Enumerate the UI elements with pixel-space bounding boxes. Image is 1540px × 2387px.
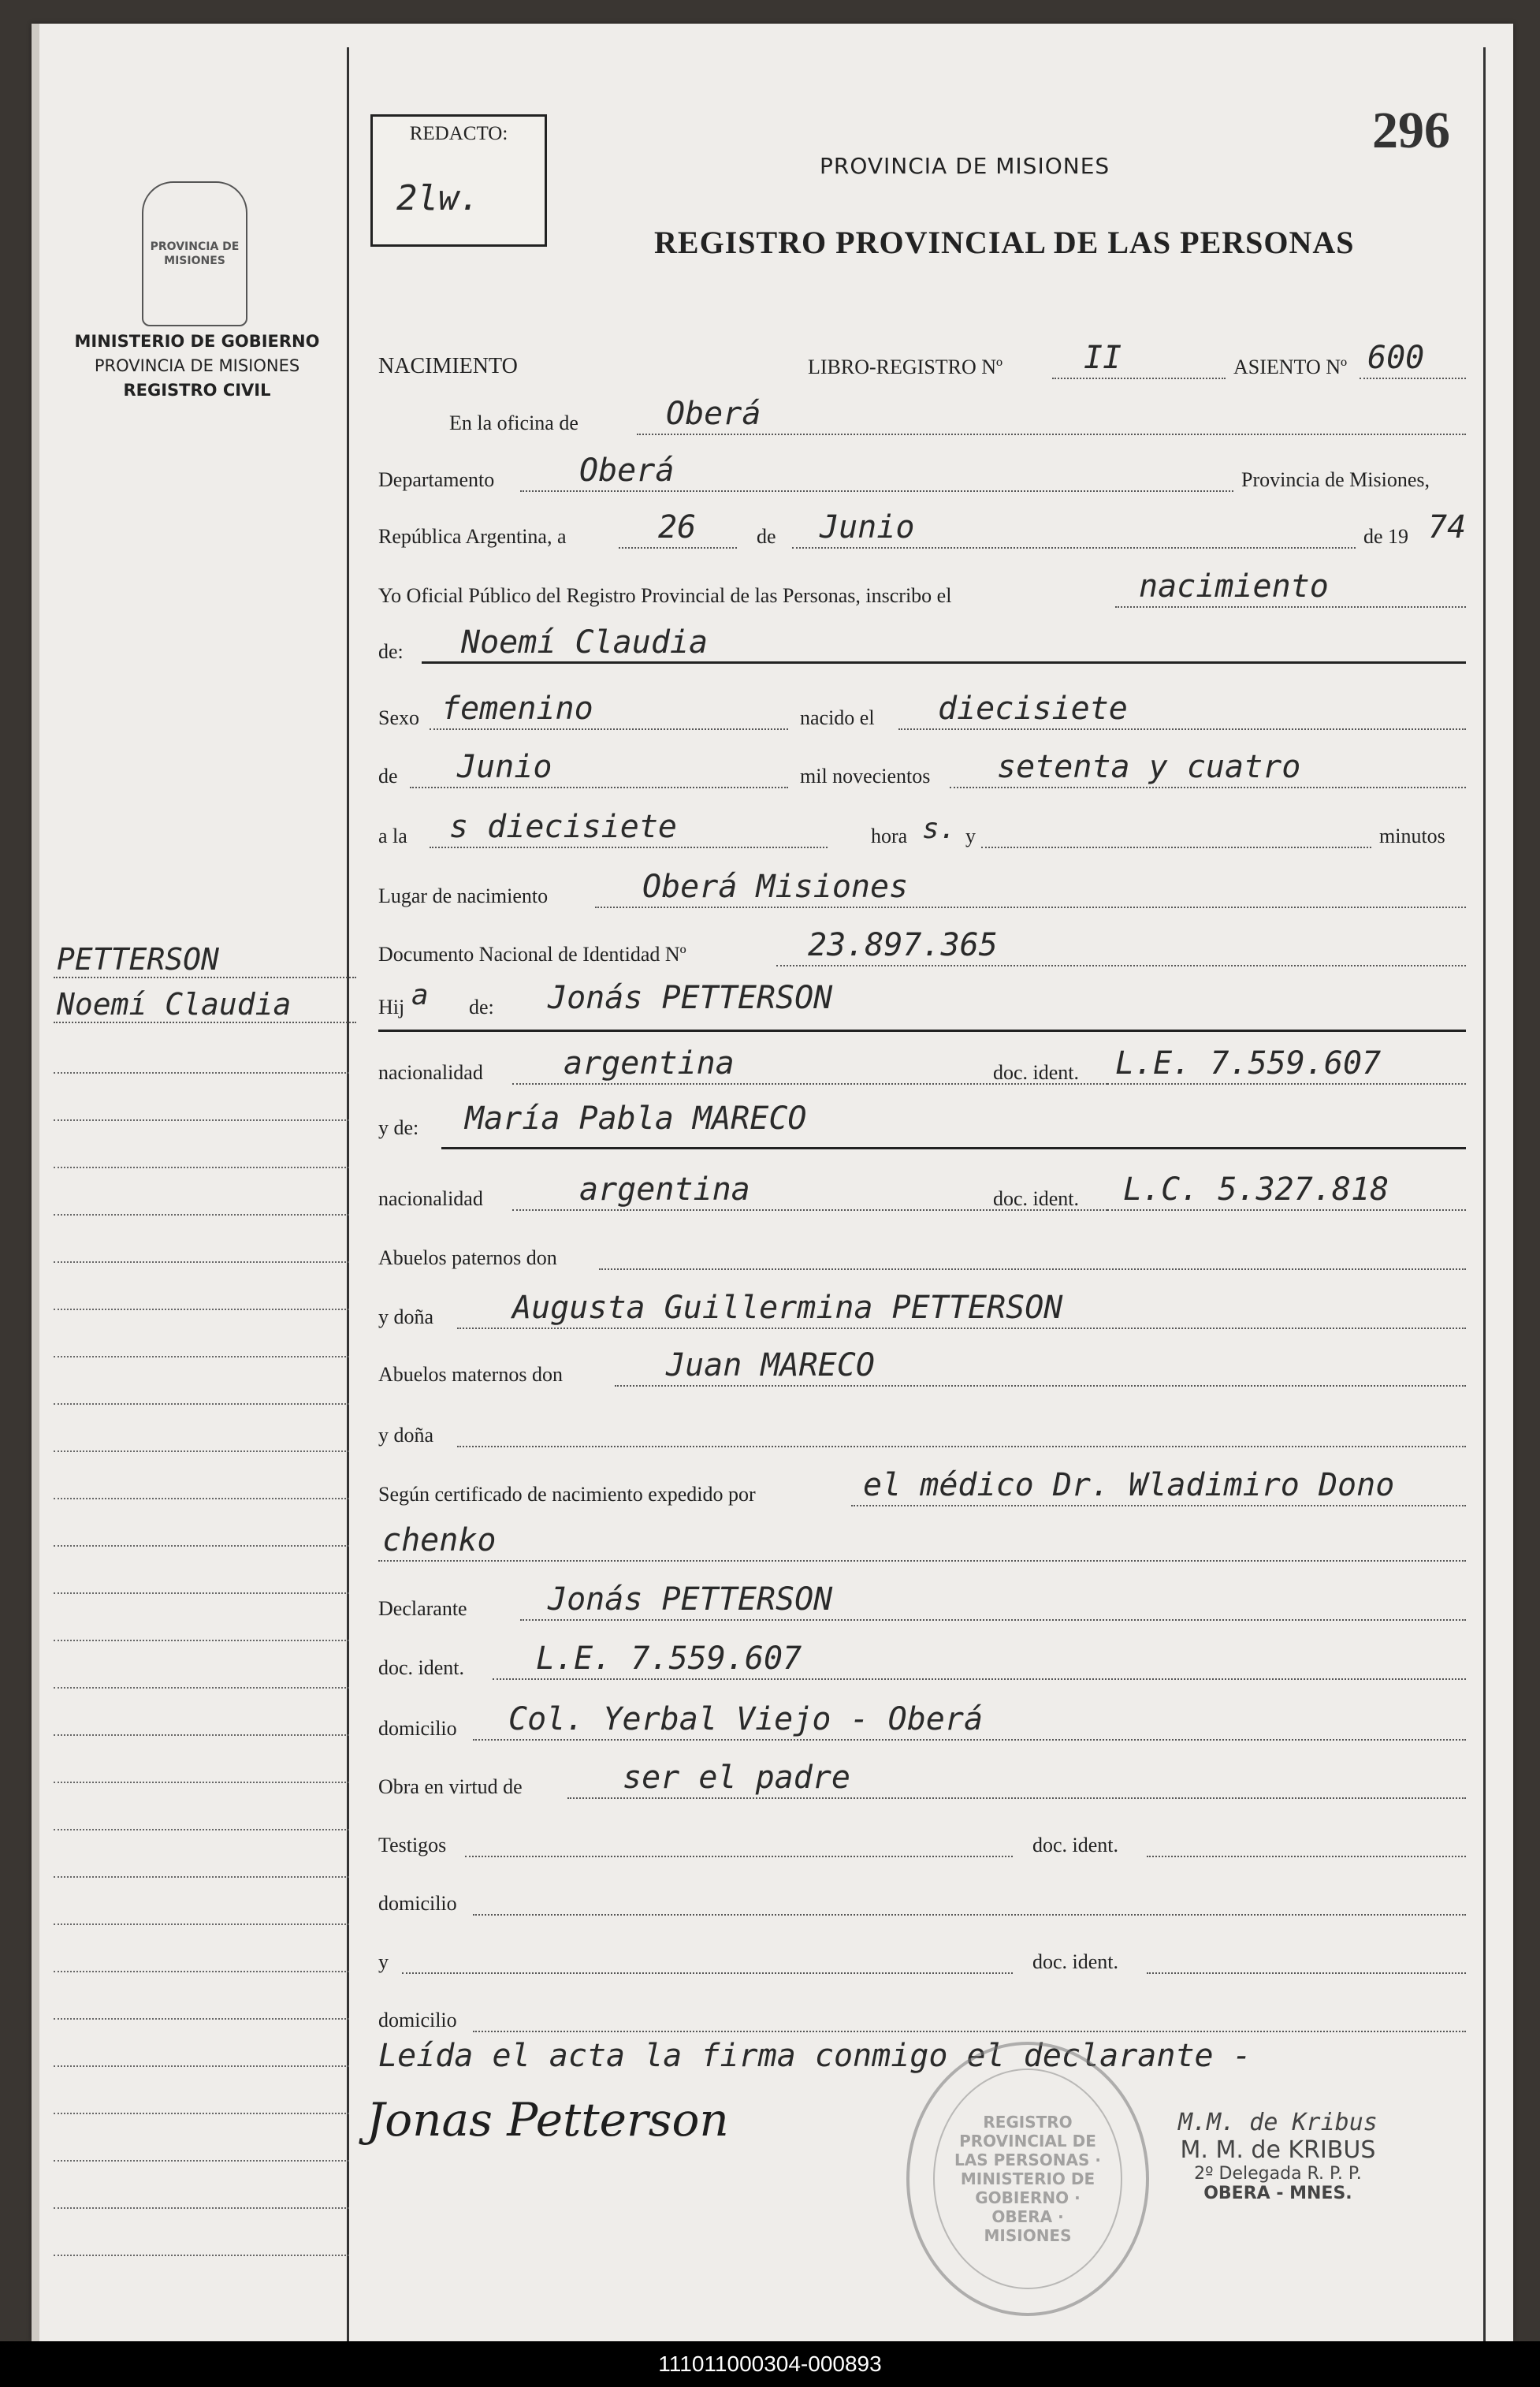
row-madre xyxy=(378,1096,1466,1143)
ab-mat-label: Abuelos maternos don xyxy=(378,1363,563,1386)
asiento-field xyxy=(1360,378,1466,379)
row-dni xyxy=(378,922,1466,970)
nombre-value: Noemí Claudia xyxy=(461,624,709,661)
hora-field xyxy=(430,847,828,848)
redacto-label: REDACTO: xyxy=(409,123,508,144)
domicilio-label: domicilio xyxy=(378,1717,457,1740)
closing-text: Leída el acta la firma conmigo el declarante - xyxy=(378,2038,1252,2074)
row-obra xyxy=(378,1755,1466,1802)
ala-label: a la xyxy=(378,825,407,847)
officer-block xyxy=(1178,2109,1378,2203)
ministry-line3: REGISTRO CIVIL xyxy=(123,381,271,400)
footer-id: 111011000304-000893 xyxy=(0,2341,1540,2387)
row-padre xyxy=(378,975,1466,1022)
oficial-field xyxy=(1115,606,1466,608)
margin-line xyxy=(54,1119,349,1121)
margin-line xyxy=(54,1498,349,1499)
row-declarante xyxy=(378,1577,1466,1624)
nacido-dia-field xyxy=(898,728,1466,730)
libro-field xyxy=(1052,378,1226,379)
mil-label: mil novecientos xyxy=(800,765,931,788)
row-declarante-doc xyxy=(378,1636,1466,1683)
obra-label: Obra en virtud de xyxy=(378,1775,523,1798)
ab-mat-dona-field xyxy=(457,1446,1466,1447)
officer-signature: M.M. de Kribus xyxy=(1178,2109,1378,2136)
row-testigo2 xyxy=(378,1930,1466,1977)
domicilio2-field xyxy=(473,1914,1466,1916)
oficial-value: nacimiento xyxy=(1139,568,1329,605)
minutos-label: minutos xyxy=(1379,825,1445,847)
ab-mat-don-value: Juan MARECO xyxy=(666,1347,875,1383)
row-testigos xyxy=(378,1813,1466,1860)
seal-text: PROVINCIA DE MISIONES xyxy=(150,240,240,267)
testigo1-field xyxy=(465,1856,1013,1857)
margin-line xyxy=(54,1971,349,1972)
cert-field xyxy=(851,1505,1466,1506)
padre-rule xyxy=(378,1030,1466,1032)
lugar-value: Oberá Misiones xyxy=(642,869,909,905)
margin-line xyxy=(54,1450,349,1452)
margin-line xyxy=(54,1640,349,1641)
margin-line xyxy=(54,1782,349,1783)
domicilio3-label: domicilio xyxy=(378,2009,457,2031)
mes-value: Junio xyxy=(820,509,915,546)
padre-value: Jonás PETTERSON xyxy=(548,980,833,1016)
margin-given-names: Noemí Claudia xyxy=(54,987,356,1023)
ab-pat-dona-field xyxy=(457,1328,1466,1329)
hora-value: s diecisiete xyxy=(449,809,677,845)
margin-line xyxy=(54,1687,349,1689)
oficina-label: En la oficina de xyxy=(449,411,578,434)
margin-surname: PETTERSON xyxy=(54,942,356,978)
cert-field-cont xyxy=(378,1560,1466,1562)
margin-line xyxy=(54,1261,349,1263)
row-lugar xyxy=(378,864,1466,911)
margin-line xyxy=(54,1403,349,1405)
mes-field xyxy=(792,547,1356,549)
nombre-field xyxy=(422,661,1466,664)
sexo-field xyxy=(430,728,788,730)
departamento-label: Departamento xyxy=(378,468,495,491)
doc4-label: doc. ident. xyxy=(1032,1834,1119,1856)
page-number: 296 xyxy=(1372,102,1450,159)
row-certificado xyxy=(378,1462,1466,1510)
provincial-seal-icon xyxy=(142,181,247,326)
hijo-de-label: de: xyxy=(469,996,494,1018)
minutos-field xyxy=(981,847,1371,848)
registry-heading: REGISTRO PROVINCIAL DE LAS PERSONAS xyxy=(654,225,1355,260)
lugar-label: Lugar de nacimiento xyxy=(378,884,549,907)
declarante-label: Declarante xyxy=(378,1597,467,1620)
doc5-label: doc. ident. xyxy=(1032,1950,1119,1973)
departamento-field xyxy=(520,490,1233,492)
certificate-page xyxy=(32,24,1513,2341)
row-certificado-cont xyxy=(378,1517,1466,1565)
hora-label: hora xyxy=(871,825,908,847)
madre-nac-value: argentina xyxy=(579,1171,750,1208)
hora-extra: s. xyxy=(922,813,957,845)
provincia-label: Provincia de Misiones, xyxy=(1241,468,1430,491)
right-border xyxy=(1483,47,1486,2341)
margin-line xyxy=(54,1309,349,1310)
nacido-dia-value: diecisiete xyxy=(938,691,1128,727)
margin-line xyxy=(54,1356,349,1357)
row-domicilio3 xyxy=(378,1988,1466,2035)
row-abuelos-paternos xyxy=(378,1226,1466,1273)
ab-pat-label: Abuelos paternos don xyxy=(378,1246,557,1269)
domicilio3-field xyxy=(473,2031,1466,2032)
testigos-label: Testigos xyxy=(378,1834,447,1856)
margin-line xyxy=(54,2113,349,2114)
anio-label: de 19 xyxy=(1363,525,1409,548)
margin-line xyxy=(54,1545,349,1547)
margin-line xyxy=(54,1876,349,1878)
madre-rule xyxy=(441,1147,1466,1149)
domicilio-value: Col. Yerbal Viejo - Oberá xyxy=(508,1701,984,1737)
sexo-label: Sexo xyxy=(378,706,419,729)
row-padre-nacionalidad xyxy=(378,1041,1466,1088)
libro-value: II xyxy=(1084,340,1122,376)
madre-value: María Pabla MARECO xyxy=(465,1100,807,1137)
padre-nac-value: argentina xyxy=(564,1045,735,1082)
oficina-value: Oberá xyxy=(666,396,761,432)
margin-line xyxy=(54,1072,349,1074)
declarante-field xyxy=(520,1619,1466,1621)
stamp-text: REGISTRO PROVINCIAL DE LAS PERSONAS · MINISTERIO DE GOBIERNO · OBERA · MISIONES xyxy=(954,2113,1101,2245)
row-record-type xyxy=(378,335,1466,382)
margin-line xyxy=(54,2255,349,2256)
margin-line xyxy=(54,2207,349,2209)
declarante-doc-value: L.E. 7.559.607 xyxy=(536,1640,802,1677)
anio-value: 74 xyxy=(1428,509,1467,546)
dia-field xyxy=(619,547,737,549)
row-madre-nacionalidad xyxy=(378,1167,1466,1214)
margin-line xyxy=(54,1923,349,1925)
dia-value: 26 xyxy=(658,509,697,546)
domicilio2-label: domicilio xyxy=(378,1892,457,1915)
sexo-value: femenino xyxy=(441,691,593,727)
testigo2-field xyxy=(402,1972,1013,1974)
row-oficial xyxy=(378,564,1466,611)
republica-label: República Argentina, a xyxy=(378,525,567,548)
ministry-block xyxy=(63,330,331,403)
de-nombre-label: de: xyxy=(378,640,404,663)
cert-value: el médico Dr. Wladimiro Dono xyxy=(863,1467,1395,1503)
declarant-signature: Jonas Petterson xyxy=(366,2093,729,2147)
y2-label: y xyxy=(378,1950,389,1973)
stamp-inner-ring xyxy=(933,2069,1122,2289)
row-sexo xyxy=(378,686,1466,733)
row-oficina xyxy=(378,391,1466,438)
padre-doc-value: L.E. 7.559.607 xyxy=(1115,1045,1382,1082)
row-nacido-mes xyxy=(378,744,1466,791)
obra-field xyxy=(567,1797,1466,1799)
ydona1-label: y doña xyxy=(378,1305,434,1328)
nacido-anio-value: setenta y cuatro xyxy=(997,749,1301,785)
row-departamento xyxy=(378,448,1466,495)
nac2-label: nacionalidad xyxy=(378,1187,483,1210)
province-heading: PROVINCIA DE MISIONES xyxy=(820,153,1110,179)
dni-value: 23.897.365 xyxy=(808,927,998,963)
dni-label: Documento Nacional de Identidad Nº xyxy=(378,943,686,966)
libro-label: LIBRO-REGISTRO Nº xyxy=(808,356,1003,378)
testigo1-doc-field xyxy=(1147,1856,1466,1857)
ab-pat-field xyxy=(599,1268,1466,1270)
declarante-value: Jonás PETTERSON xyxy=(548,1581,833,1618)
departamento-value: Oberá xyxy=(579,452,675,489)
officer-title: 2º Delegada R. P. P. xyxy=(1194,2164,1362,2184)
obra-value: ser el padre xyxy=(623,1760,850,1796)
row-nombre xyxy=(378,620,1466,667)
madre-doc-field xyxy=(1107,1209,1466,1211)
margin-line xyxy=(54,1592,349,1594)
margin-line xyxy=(54,1829,349,1830)
margin-divider xyxy=(347,47,349,2341)
record-type: NACIMIENTO xyxy=(378,354,518,378)
asiento-label: ASIENTO Nº xyxy=(1233,356,1348,378)
nacido-anio-field xyxy=(950,787,1466,788)
redacto-value: 2lw. xyxy=(396,178,480,218)
margin-line xyxy=(54,2065,349,2067)
redacto-box xyxy=(370,114,547,247)
cert-label: Según certificado de nacimiento expedido por xyxy=(378,1483,756,1506)
yde-label: y de: xyxy=(378,1116,419,1139)
oficial-label: Yo Oficial Público del Registro Provincial de las Personas, inscribo el xyxy=(378,584,952,607)
doc2-label: doc. ident. xyxy=(993,1187,1080,1210)
row-domicilio xyxy=(378,1696,1466,1744)
ministry-line2: PROVINCIA DE MISIONES xyxy=(94,356,300,375)
hijo-suffix: a xyxy=(411,979,429,1011)
row-hora xyxy=(378,804,1466,851)
ab-mat-field xyxy=(615,1385,1466,1387)
margin-line xyxy=(54,1734,349,1736)
padre-doc-field xyxy=(1107,1083,1466,1085)
ministry-line1: MINISTERIO DE GOBIERNO xyxy=(74,332,320,351)
asiento-value: 600 xyxy=(1367,340,1425,376)
doc3-label: doc. ident. xyxy=(378,1656,465,1679)
nac1-label: nacionalidad xyxy=(378,1061,483,1084)
oficina-field xyxy=(637,434,1466,435)
de-label: de xyxy=(757,525,776,548)
row-domicilio2 xyxy=(378,1871,1466,1919)
officer-place: OBERA - MNES. xyxy=(1203,2184,1352,2203)
margin-line xyxy=(54,1214,349,1216)
nacido-mes-field xyxy=(410,787,788,788)
margin-line xyxy=(54,2160,349,2162)
margin-line xyxy=(54,1167,349,1168)
ab-pat-dona-value: Augusta Guillermina PETTERSON xyxy=(512,1290,1063,1326)
y-label: y xyxy=(965,825,976,847)
row-abuela-materna xyxy=(378,1403,1466,1450)
dni-field xyxy=(776,965,1466,966)
domicilio-field xyxy=(473,1739,1466,1741)
declarante-doc-field xyxy=(493,1678,1466,1680)
binder-edge xyxy=(32,24,39,2341)
row-abuelos-maternos xyxy=(378,1342,1466,1390)
margin-line xyxy=(54,2018,349,2020)
hijo-label: Hij xyxy=(378,996,405,1018)
lugar-field xyxy=(595,907,1466,908)
doc1-label: doc. ident. xyxy=(993,1061,1080,1084)
cert-value2: chenko xyxy=(382,1522,497,1558)
nacido-mes-value: Junio xyxy=(457,749,552,785)
row-fecha-inscripcion xyxy=(378,505,1466,552)
de-mes-label: de xyxy=(378,765,398,788)
officer-name: M. M. de KRIBUS xyxy=(1180,2136,1376,2164)
madre-doc-value: L.C. 5.327.818 xyxy=(1123,1171,1389,1208)
registry-stamp-icon xyxy=(906,2042,1149,2316)
row-abuela-paterna xyxy=(378,1285,1466,1332)
ydona2-label: y doña xyxy=(378,1424,434,1447)
testigo2-doc-field xyxy=(1147,1972,1466,1974)
nacido-label: nacido el xyxy=(800,706,875,729)
